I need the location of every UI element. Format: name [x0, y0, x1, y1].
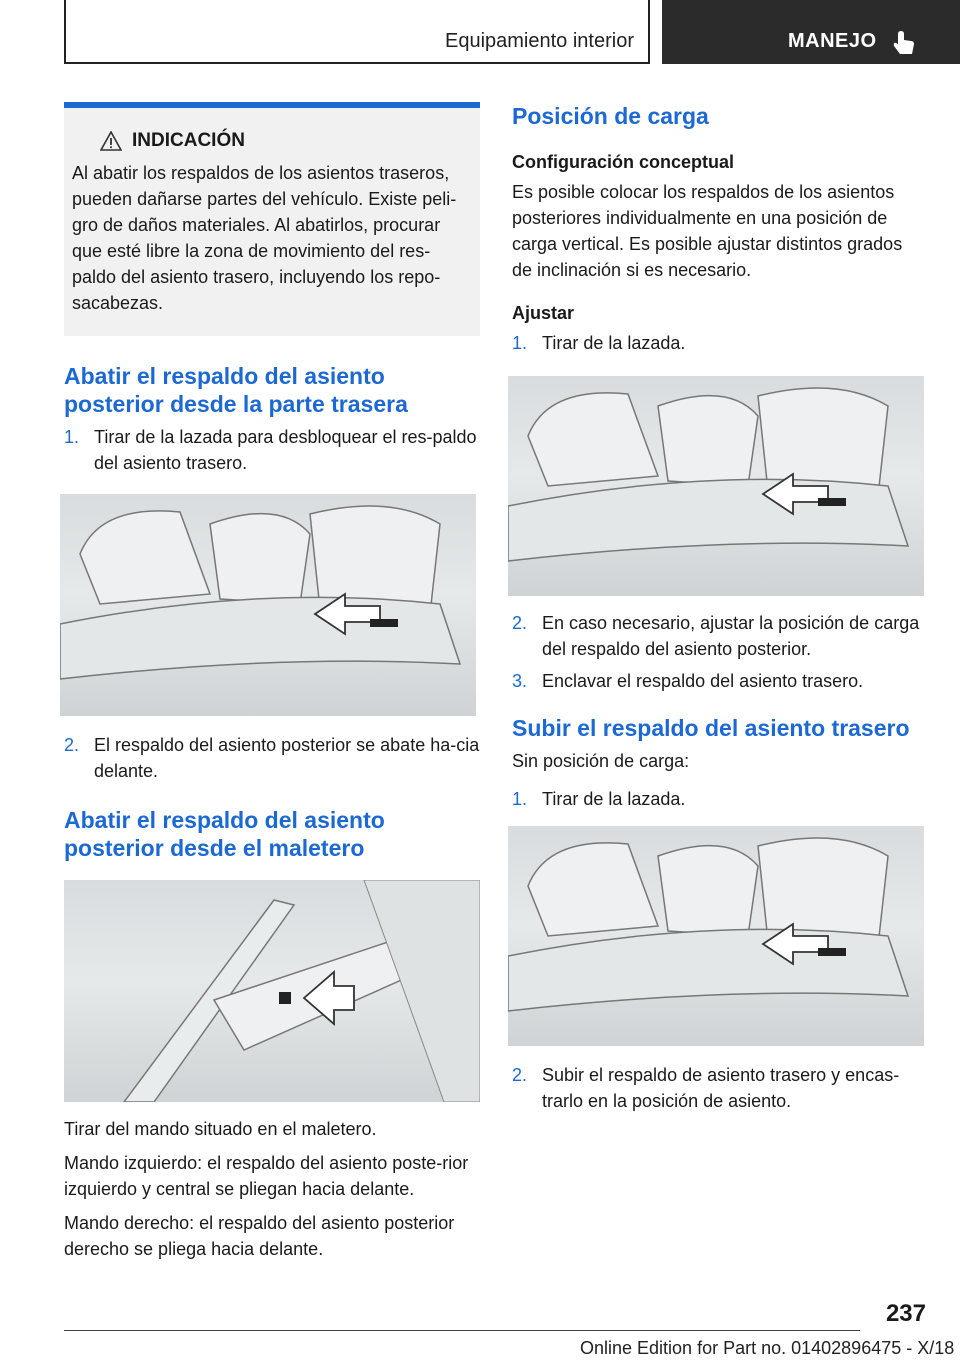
steps-fold-from-rear — [64, 424, 480, 476]
footer-divider — [64, 1330, 860, 1331]
figure-trunk-lever — [64, 880, 480, 1102]
header-chapter-title: MANEJO — [788, 30, 877, 52]
rear-seat-illustration — [60, 494, 476, 716]
heading-raise-backrest: Subir el respaldo del asiento trasero — [512, 715, 910, 741]
left-column — [64, 102, 480, 1262]
steps-adjust-2 — [512, 610, 926, 694]
paragraph-no-load-position: Sin posición de carga: — [512, 751, 690, 771]
steps-raise-1 — [512, 786, 926, 812]
paragraph-trunk-lever: Tirar del mando situado en el maletero. — [64, 1119, 377, 1139]
hand-pointer-icon — [890, 28, 920, 58]
list-item: 1. Tirar de la lazada. — [512, 789, 686, 809]
heading-fold-from-rear: Abatir el respaldo del asiento posterior desde la parte trasera — [64, 363, 408, 417]
header-section-tab — [64, 0, 650, 64]
list-item: 1. Tirar de la lazada para desbloquear el res-paldo del asiento trasero. — [64, 427, 477, 473]
notice-title: INDICACIÓN — [132, 130, 245, 151]
footer-edition: Online Edition for Part no. 01402896475 - X/18 — [580, 1338, 955, 1358]
paragraph-concept: Es posible colocar los respaldos de los asientos posteriores individualmente en una posición de carga vertical. Es posible ajustar distintos grados de inclinación si es necesario. — [512, 182, 903, 280]
notice-text: Al abatir los respaldos de los asientos traseros, pueden dañarse partes del vehículo. Existe peli-gro de daños materiales. Al abatirlos, procurar que esté libre la zona de movimiento del res-paldo del asiento trasero, incluyendo los repo-sacabezas. — [72, 163, 457, 313]
heading-fold-from-trunk: Abatir el respaldo del asiento posterior desde el maletero — [64, 807, 385, 861]
subheading-adjust: Ajustar — [512, 303, 575, 323]
figure-load-position-strap — [508, 376, 924, 596]
rear-seat-illustration — [508, 376, 924, 596]
header-section-title: Equipamiento interior — [445, 30, 634, 52]
figure-rear-seat-strap — [60, 494, 476, 716]
paragraph-left-lever: Mando izquierdo: el respaldo del asiento poste-rior izquierdo y central se pliegan hacia delante. — [64, 1153, 469, 1199]
subheading-concept: Configuración conceptual — [512, 152, 735, 172]
steps-raise-2 — [512, 1062, 926, 1114]
steps-adjust-1 — [512, 330, 926, 356]
warning-icon — [100, 131, 122, 151]
list-item: 2. El respaldo del asiento posterior se abate ha-cia delante. — [64, 735, 480, 781]
rear-seat-illustration — [508, 826, 924, 1046]
list-item: 3. Enclavar el respaldo del asiento trasero. — [512, 671, 864, 691]
list-item: 1. Tirar de la lazada. — [512, 333, 686, 353]
list-item: 2. Subir el respaldo de asiento trasero y encas-trarlo en la posición de asiento. — [512, 1065, 900, 1111]
page-number: 237 — [885, 1300, 926, 1327]
figure-raise-strap — [508, 826, 924, 1046]
notice-box — [64, 102, 480, 336]
list-item: 2. En caso necesario, ajustar la posición de carga del respaldo del asiento posterior. — [512, 613, 920, 659]
paragraph-right-lever: Mando derecho: el respaldo del asiento posterior derecho se pliega hacia delante. — [64, 1213, 455, 1259]
steps-fold-result — [64, 732, 480, 784]
right-column — [512, 102, 926, 1114]
heading-load-position: Posición de carga — [512, 103, 709, 129]
trunk-lever-illustration — [64, 880, 480, 1102]
